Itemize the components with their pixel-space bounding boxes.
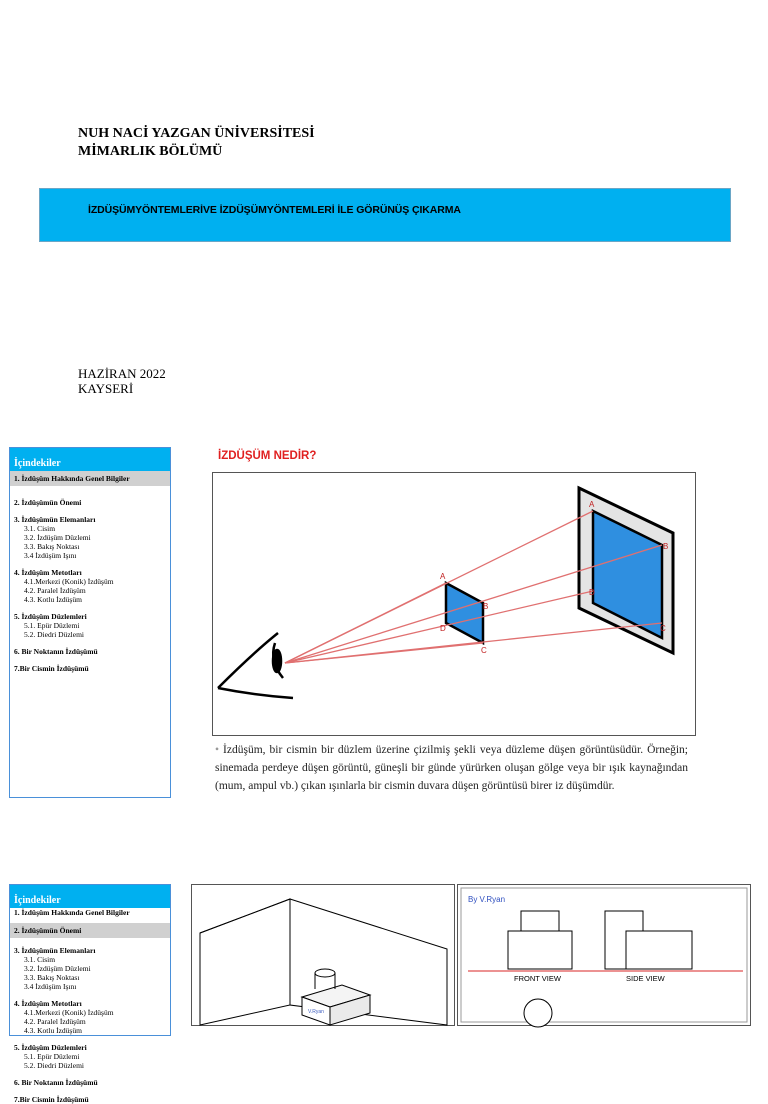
toc-item[interactable]: 5.1. Epür Düzlemi bbox=[24, 1052, 80, 1061]
toc-item[interactable]: 3.2. İzdüşüm Düzlemi bbox=[24, 964, 91, 973]
label-b-large: B bbox=[663, 542, 669, 551]
toc-item[interactable]: 4.3. Kotlu İzdüşüm bbox=[24, 595, 82, 604]
object-plane bbox=[446, 583, 483, 643]
label-c-small: C bbox=[481, 646, 487, 655]
front-view bbox=[508, 911, 572, 969]
toc-item[interactable]: 5.2. Diedri Düzlemi bbox=[24, 1061, 84, 1070]
room-projection-figure bbox=[191, 884, 455, 1026]
label-a-small: A bbox=[440, 572, 446, 581]
city-text: KAYSERİ bbox=[78, 381, 134, 396]
title-banner bbox=[39, 188, 731, 242]
toc-item[interactable]: 7.Bir Cismin İzdüşümü bbox=[14, 664, 89, 673]
document-title: İZDÜŞÜMYÖNTEMLERİVE İZDÜŞÜMYÖNTEMLERİ İLE GÖRÜNÜŞ ÇIKARMA bbox=[88, 204, 461, 216]
toc-item[interactable]: 3.4 İzdüşüm Işını bbox=[24, 982, 77, 991]
toc-item[interactable]: 5.2. Diedri Düzlemi bbox=[24, 630, 84, 639]
cover-heading bbox=[78, 125, 315, 161]
toc-item[interactable]: 3. İzdüşümün Elemanları bbox=[14, 946, 96, 955]
section-title: İZDÜŞÜM NEDİR? bbox=[218, 450, 317, 462]
bullet: • bbox=[215, 744, 220, 756]
label-d-large: D bbox=[589, 588, 595, 597]
box-label: V.Ryan bbox=[308, 1009, 324, 1015]
credit-text: By V.Ryan bbox=[468, 895, 506, 904]
department-name: MİMARLIK BÖLÜMÜ bbox=[78, 144, 223, 159]
table-of-contents-2 bbox=[9, 884, 171, 1104]
label-b-small: B bbox=[483, 602, 489, 611]
toc-item[interactable]: 1. İzdüşüm Hakkında Genel Bilgiler bbox=[10, 471, 170, 486]
front-view-label: FRONT VIEW bbox=[514, 974, 561, 983]
toc-item[interactable]: 4. İzdüşüm Metotları bbox=[14, 568, 82, 577]
toc-heading: İçindekiler bbox=[10, 885, 170, 908]
toc-item[interactable]: 5.1. Epür Düzlemi bbox=[24, 621, 80, 630]
side-view bbox=[605, 911, 692, 969]
toc-item[interactable]: 6. Bir Noktanın İzdüşümü bbox=[14, 647, 98, 656]
toc-item[interactable]: 3.1. Cisim bbox=[24, 524, 56, 533]
toc-item[interactable]: 3. İzdüşümün Elemanları bbox=[14, 515, 96, 524]
definition-paragraph bbox=[215, 741, 688, 795]
toc-item[interactable]: 3.4 İzdüşüm Işını bbox=[24, 551, 77, 560]
university-name: NUH NACİ YAZGAN ÜNİVERSİTESİ bbox=[78, 126, 315, 141]
toc-item[interactable]: 1. İzdüşüm Hakkında Genel Bilgiler bbox=[14, 908, 130, 917]
toc-heading: İçindekiler bbox=[10, 448, 170, 471]
toc-list bbox=[10, 471, 170, 673]
toc-item[interactable]: 5. İzdüşüm Düzlemleri bbox=[14, 612, 87, 621]
orthographic-diagram bbox=[458, 885, 750, 1025]
toc-item[interactable]: 4.2. Paralel İzdüşüm bbox=[24, 586, 86, 595]
toc-item[interactable]: 5. İzdüşüm Düzlemleri bbox=[14, 1043, 87, 1052]
toc-item[interactable]: 2. İzdüşümün Önemi bbox=[10, 923, 170, 938]
toc-item[interactable]: 2. İzdüşümün Önemi bbox=[14, 498, 82, 507]
label-c-large: C bbox=[660, 624, 666, 633]
top-view bbox=[524, 999, 552, 1027]
label-a-large: A bbox=[589, 500, 595, 509]
toc-item[interactable]: 7.Bir Cismin İzdüşümü bbox=[14, 1095, 89, 1104]
toc-item[interactable]: 4.3. Kotlu İzdüşüm bbox=[24, 1026, 82, 1035]
toc-item[interactable]: 4.1.Merkezi (Konik) İzdüşüm bbox=[24, 1008, 114, 1017]
side-view-label: SIDE VIEW bbox=[626, 974, 665, 983]
toc-item[interactable]: 3.2. İzdüşüm Düzlemi bbox=[24, 533, 91, 542]
toc-item[interactable]: 4. İzdüşüm Metotları bbox=[14, 999, 82, 1008]
toc-item[interactable]: 3.3. Bakış Noktası bbox=[24, 542, 80, 551]
toc-item[interactable]: 3.3. Bakış Noktası bbox=[24, 973, 80, 982]
toc-item[interactable]: 4.1.Merkezi (Konik) İzdüşüm bbox=[24, 577, 114, 586]
cover-footer bbox=[78, 366, 166, 396]
toc-list bbox=[10, 908, 170, 1104]
date-text: HAZİRAN 2022 bbox=[78, 366, 166, 381]
toc-item[interactable]: 3.1. Cisim bbox=[24, 955, 56, 964]
label-d-small: D bbox=[440, 624, 446, 633]
eye-icon bbox=[218, 633, 293, 698]
definition-text: İzdüşüm, bir cismin bir düzlem üzerine çizilmiş şekli veya düzleme düşen görüntüsüdür. Örneğin; sinemada perdeye düşen görüntü, güneşli bir günde yürürken oluşan gölge veya bir ışık kaynağından (mum, ampul vb.) çıkan ışınlarla bir cismin duvara düşen görüntüsü birer iz düşümdür. bbox=[215, 744, 688, 792]
toc-item[interactable]: 6. Bir Noktanın İzdüşümü bbox=[14, 1078, 98, 1087]
room-diagram bbox=[192, 885, 454, 1025]
toc-item[interactable]: 4.2. Paralel İzdüşüm bbox=[24, 1017, 86, 1026]
table-of-contents bbox=[9, 447, 171, 798]
orthographic-views-figure bbox=[457, 884, 751, 1026]
central-projection-diagram bbox=[213, 473, 695, 735]
projection-figure bbox=[212, 472, 696, 736]
